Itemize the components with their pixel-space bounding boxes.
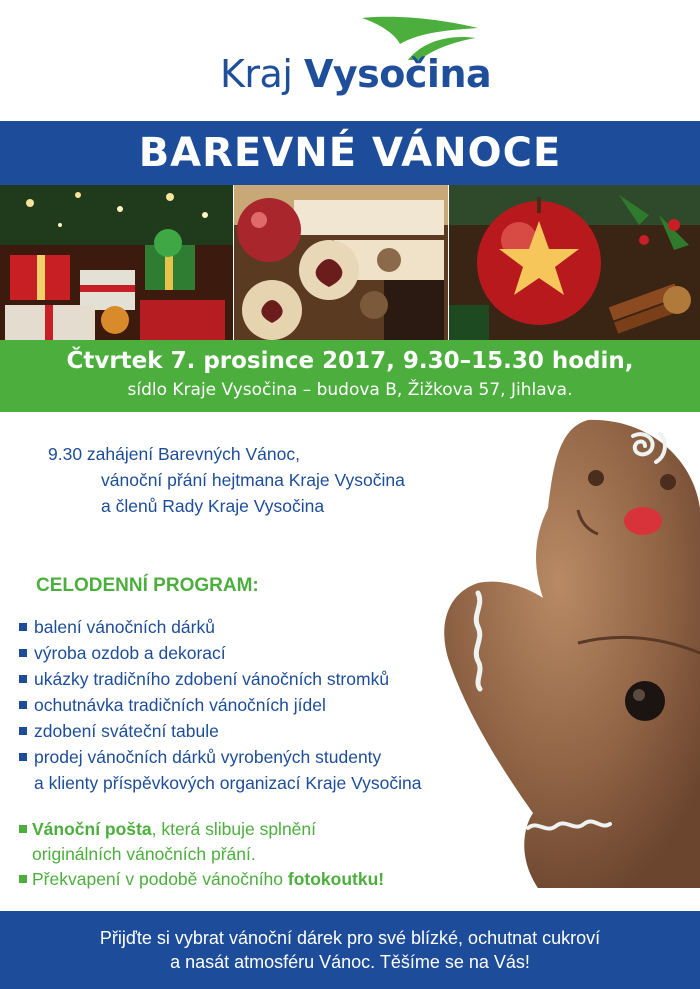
list-item: balení vánočních dárků (18, 614, 421, 640)
opening-line-2: vánoční přání hejtmana Kraje Vysočina (101, 470, 405, 490)
list-item: prodej vánočních dárků vyrobených studenty (18, 744, 421, 770)
special-list (18, 817, 384, 892)
christmas-post-item (18, 817, 384, 842)
invitation-line-2: a nasát atmosféru Vánoc. Těšíme se na Vás! (170, 952, 530, 972)
list-item: výroba ozdob a dekorací (18, 640, 421, 666)
program-list (18, 614, 421, 796)
christmas-gifts-photo (0, 185, 233, 340)
event-date-time: Čtvrtek 7. prosince 2017, 9.30–15.30 hodin, (66, 348, 634, 374)
kraj-vysocina-logo (0, 0, 700, 120)
gingerbread-man-photo (438, 418, 700, 888)
closing-invitation-band (0, 911, 700, 989)
logo-word-kraj: Kraj (220, 52, 293, 96)
christmas-post-continuation: originálních vánočních přání. (32, 844, 256, 864)
program-heading: CELODENNÍ PROGRAM: (36, 575, 259, 596)
opening-info (48, 441, 405, 519)
carved-apple-photo (449, 185, 700, 340)
invitation-line-1: Přijďte si vybrat vánoční dárek pro své blízké, ochutnat cukroví (99, 928, 601, 948)
photo-strip (0, 185, 700, 340)
page-title: BAREVNÉ VÁNOCE (138, 130, 562, 176)
photo-corner-item (18, 867, 384, 892)
event-place: sídlo Kraje Vysočina – budova B, Žižkova 57, Jihlava. (127, 380, 573, 400)
title-band (0, 121, 700, 185)
logo-word-vysocina: Vysočina (303, 52, 492, 96)
opening-line-3: a členů Rady Kraje Vysočina (101, 496, 325, 516)
christmas-post-title: Vánoční pošta (32, 819, 152, 839)
event-info-band (0, 340, 700, 412)
list-item: ochutnávka tradičních vánočních jídel (18, 692, 421, 718)
list-item: zdobení sváteční tabule (18, 718, 421, 744)
opening-line-1: 9.30 zahájení Barevných Vánoc, (48, 444, 300, 464)
list-item: ukázky tradičního zdobení vánočních stromků (18, 666, 421, 692)
photo-corner-text: Překvapení v podobě vánočního (32, 869, 288, 889)
christmas-post-text: , která slibuje splnění (151, 819, 317, 839)
list-item-continuation: a klienty příspěvkových organizací Kraje Vysočina (34, 773, 422, 793)
christmas-cookies-photo (234, 185, 448, 340)
photo-corner-bold: fotokoutku! (287, 869, 385, 889)
